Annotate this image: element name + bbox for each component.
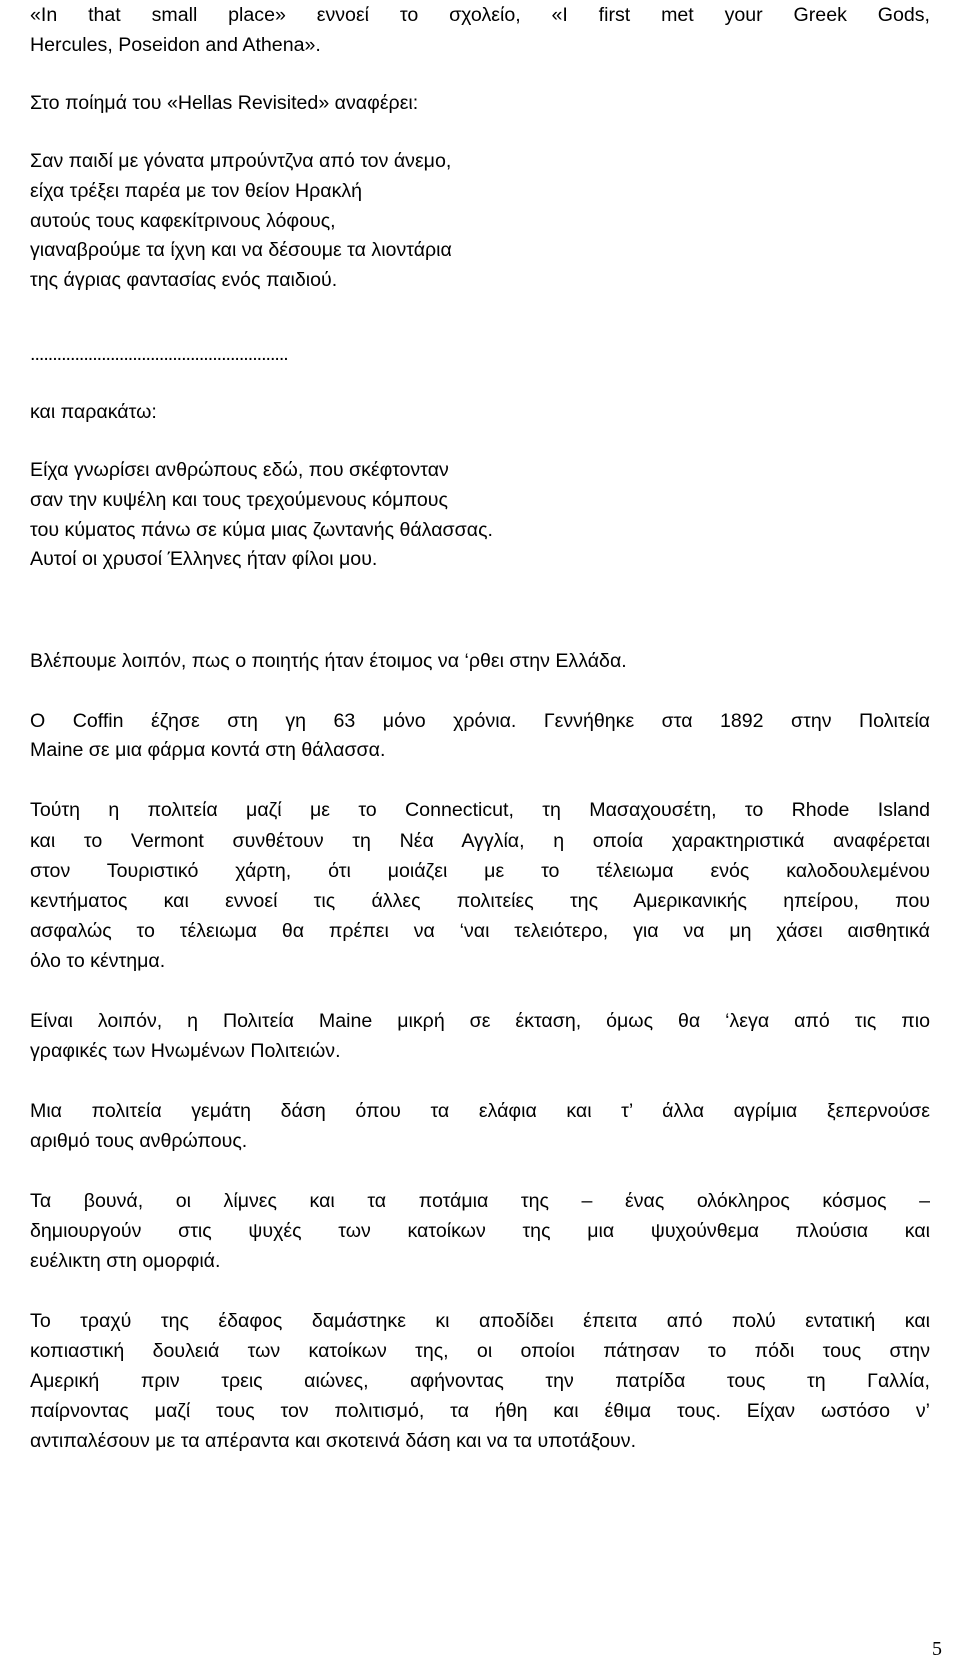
intro-line: Hercules, Poseidon and Athena». [30, 34, 321, 56]
paragraph-line: Το τραχύ της έδαφος δαμάστηκε κι αποδίδει έπειτα από πολύ εντατική και [30, 1310, 930, 1332]
paragraph-line: κοπιαστική δουλειά των κατοίκων της, οι οποίοι πάτησαν το πόδι τους στην [30, 1340, 930, 1362]
paragraph-line: Βλέπουμε λοιπόν, πως ο ποιητής ήταν έτοιμος να ‘ρθει στην Ελλάδα. [30, 650, 627, 672]
paragraph-line: αντιπαλέσουν με τα απέραντα και σκοτεινά δάση και να τα υποτάξουν. [30, 1430, 637, 1452]
paragraph-line: γραφικές των Ηνωμένων Πολιτειών. [30, 1040, 341, 1062]
paragraph-line: Τα βουνά, οι λίμνες και τα ποτάμια της – ένας ολόκληρος κόσμος – [30, 1190, 930, 1212]
paragraph-line: ασφαλώς το τέλειωμα θα πρέπει να ‘ναι τελειότερο, για να μη χάσει αισθητικά [30, 920, 930, 942]
paragraph-line: αριθμό τους ανθρώπους. [30, 1130, 248, 1152]
poem-intro: και παρακάτω: [30, 401, 157, 423]
paragraph-line: παίρνοντας μαζί τους τον πολιτισμό, τα ήθη και έθιμα τους. Είχαν ωστόσο ν’ [30, 1400, 930, 1422]
intro-line: «In that small place» εννοεί το σχολείο, «I first met your Greek Gods, [30, 4, 930, 26]
paragraph-line: ευέλικτη στη ομορφιά. [30, 1250, 221, 1272]
paragraph-line: στον Τουριστικό χάρτη, ότι μοιάζει με το τέλειωμα ενός καλοδουλεμένου [30, 860, 930, 882]
poem-line: είχα τρέξει παρέα με τον θείον Ηρακλή [30, 180, 363, 202]
paragraph-line: δημιουργούν στις ψυχές των κατοίκων της μια ψυχούνθεμα πλούσια και [30, 1220, 930, 1242]
poem-line: γιαναβρούμε τα ίχνη και να δέσουμε τα λιοντάρια [30, 239, 452, 261]
paragraph-line: και το Vermont συνθέτουν τη Νέα Αγγλία, η οποία χαρακτηριστικά αναφέρεται [30, 830, 930, 852]
poem-line: σαν την κυψέλη και τους τρεχούμενους κόμπους [30, 489, 448, 511]
paragraph-line: Μια πολιτεία γεμάτη δάση όπου τα ελάφια και τ’ άλλα αγρίμια ξεπερνούσε [30, 1100, 930, 1122]
page-number: 5 [932, 1638, 942, 1660]
poem-line: Σαν παιδί με γόνατα μπρούντζνα από τον άνεμο, [30, 150, 452, 172]
paragraph-line: Τούτη η πολιτεία μαζί με το Connecticut, τη Μασαχουσέτη, το Rhode Island [30, 799, 930, 821]
paragraph-line: όλο το κέντημα. [30, 950, 166, 972]
poem-line: της άγριας φαντασίας ενός παιδιού. [30, 269, 338, 291]
poem-line: του κύματος πάνω σε κύμα μιας ζωντανής θάλασσας. [30, 519, 493, 541]
poem-line: αυτούς τους καφεκίτρινους λόφους, [30, 210, 336, 232]
paragraph-line: Maine σε μια φάρμα κοντά στη θάλασσα. [30, 739, 386, 761]
paragraph-line: κεντήματος και εννοεί τις άλλες πολιτείες της Αμερικανικής ηπείρου, που [30, 890, 930, 912]
paragraph-line: Είναι λοιπόν, η Πολιτεία Maine μικρή σε έκταση, όμως θα ‘λεγα από τις πιο [30, 1010, 930, 1032]
poem-line: Αυτοί οι χρυσοί Έλληνες ήταν φίλοι μου. [30, 548, 378, 570]
paragraph-line: Ο Coffin έζησε στη γη 63 μόνο χρόνια. Γεννήθηκε στα 1892 στην Πολιτεία [30, 710, 930, 732]
poem-line: Είχα γνωρίσει ανθρώπους εδώ, που σκέφτονταν [30, 459, 449, 481]
poem-intro: Στο ποίημά του «Hellas Revisited» αναφέρει: [30, 92, 419, 114]
paragraph-line: Αμερική πριν τρεις αιώνες, αφήνοντας την πατρίδα τους τη Γαλλία, [30, 1370, 930, 1392]
ellipsis-divider: .......................................................... [30, 343, 288, 365]
